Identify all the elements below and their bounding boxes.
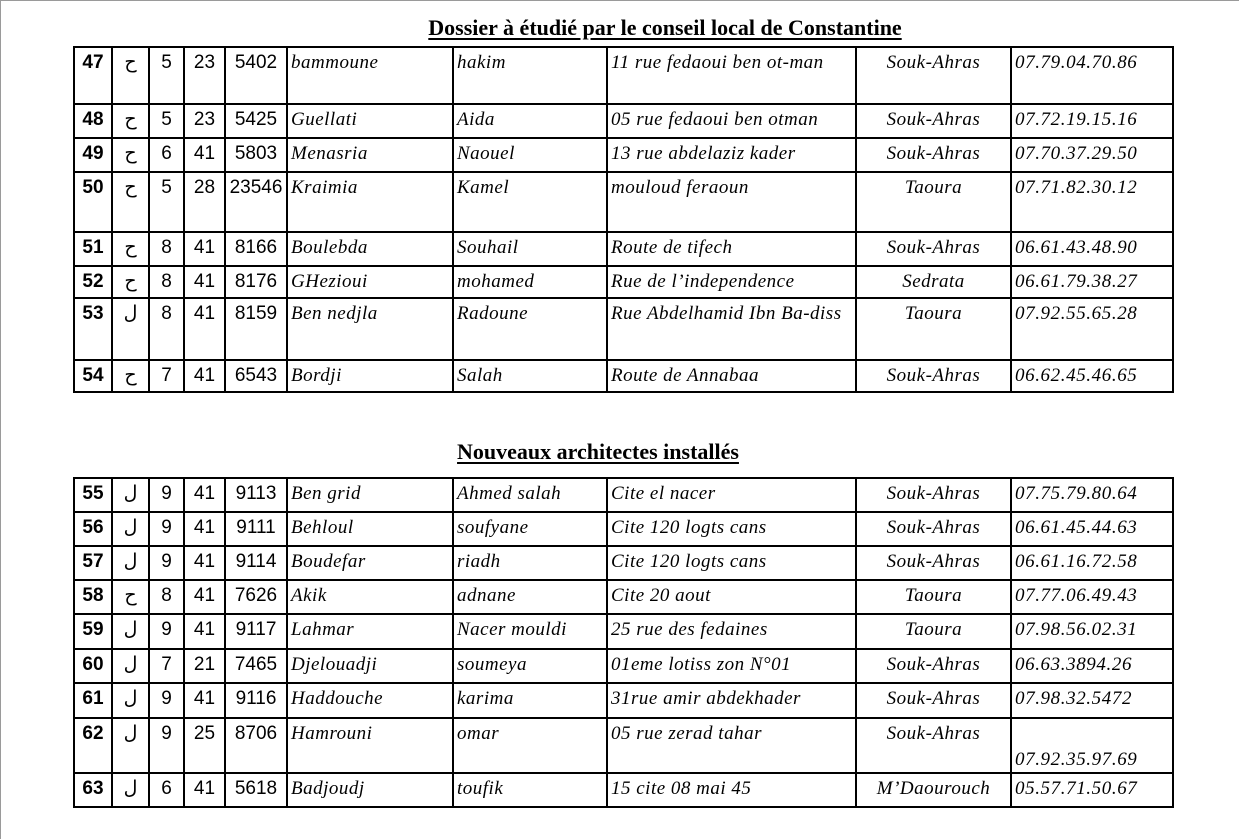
class-value: 7	[149, 360, 184, 392]
registration-number: 7626	[225, 580, 287, 614]
category-letter: ل	[112, 614, 149, 649]
city: M’Daourouch	[856, 773, 1011, 807]
last-name: Akik	[287, 580, 453, 614]
last-name: Guellati	[287, 104, 453, 138]
registration-number: 23546	[225, 172, 287, 232]
phone-number: 07.98.32.5472	[1011, 683, 1173, 718]
table-row	[74, 718, 1173, 773]
category-letter: ح	[112, 266, 149, 298]
city: Souk-Ahras	[856, 232, 1011, 266]
row-number: 57	[74, 546, 112, 580]
first-name: mohamed	[453, 266, 607, 298]
class-value: 9	[149, 478, 184, 512]
first-name: Ahmed salah	[453, 478, 607, 512]
city: Souk-Ahras	[856, 683, 1011, 718]
phone-number: 07.79.04.70.86	[1011, 47, 1173, 104]
table-row	[74, 266, 1173, 298]
category-letter: ل	[112, 546, 149, 580]
phone-number: 07.70.37.29.50	[1011, 138, 1173, 172]
zone-value: 41	[184, 683, 225, 718]
category-letter: ل	[112, 718, 149, 773]
row-number: 55	[74, 478, 112, 512]
address: 05 rue zerad tahar	[607, 718, 856, 773]
zone-value: 41	[184, 614, 225, 649]
phone-number: 06.61.43.48.90	[1011, 232, 1173, 266]
last-name: Ben nedjla	[287, 298, 453, 360]
class-value: 8	[149, 580, 184, 614]
first-name: Radoune	[453, 298, 607, 360]
category-letter: ح	[112, 172, 149, 232]
table-row	[74, 478, 1173, 512]
class-value: 8	[149, 232, 184, 266]
registration-number: 9114	[225, 546, 287, 580]
zone-value: 41	[184, 546, 225, 580]
registration-number: 5803	[225, 138, 287, 172]
city: Sedrata	[856, 266, 1011, 298]
row-number: 56	[74, 512, 112, 546]
address: 05 rue fedaoui ben otman	[607, 104, 856, 138]
last-name: Bordji	[287, 360, 453, 392]
address: Cite 120 logts cans	[607, 512, 856, 546]
phone-number: 05.57.71.50.67	[1011, 773, 1173, 807]
address: Cite 120 logts cans	[607, 546, 856, 580]
registration-number: 9111	[225, 512, 287, 546]
registration-number: 8159	[225, 298, 287, 360]
phone-number: 07.72.19.15.16	[1011, 104, 1173, 138]
first-name: Nacer mouldi	[453, 614, 607, 649]
zone-value: 41	[184, 478, 225, 512]
last-name: Kraimia	[287, 172, 453, 232]
zone-value: 23	[184, 47, 225, 104]
category-letter: ح	[112, 104, 149, 138]
address: Rue de l’independence	[607, 266, 856, 298]
city: Souk-Ahras	[856, 478, 1011, 512]
table-row	[74, 773, 1173, 807]
table-row	[74, 614, 1173, 649]
zone-value: 41	[184, 232, 225, 266]
registration-number: 8166	[225, 232, 287, 266]
registration-number: 7465	[225, 649, 287, 683]
phone-number: 06.63.3894.26	[1011, 649, 1173, 683]
first-name: Salah	[453, 360, 607, 392]
zone-value: 41	[184, 266, 225, 298]
registration-number: 5425	[225, 104, 287, 138]
zone-value: 21	[184, 649, 225, 683]
last-name: Haddouche	[287, 683, 453, 718]
category-letter: ح	[112, 580, 149, 614]
first-name: riadh	[453, 546, 607, 580]
address: Route de Annabaa	[607, 360, 856, 392]
table-row	[74, 138, 1173, 172]
phone-number: 07.77.06.49.43	[1011, 580, 1173, 614]
address: 31rue amir abdekhader	[607, 683, 856, 718]
first-name: Naouel	[453, 138, 607, 172]
row-number: 47	[74, 47, 112, 104]
row-number: 63	[74, 773, 112, 807]
address: Rue Abdelhamid Ibn Ba-diss	[607, 298, 856, 360]
address: 25 rue des fedaines	[607, 614, 856, 649]
zone-value: 23	[184, 104, 225, 138]
last-name: Behloul	[287, 512, 453, 546]
table-row	[74, 580, 1173, 614]
category-letter: ل	[112, 683, 149, 718]
row-number: 51	[74, 232, 112, 266]
city: Taoura	[856, 580, 1011, 614]
category-letter: ل	[112, 649, 149, 683]
city: Souk-Ahras	[856, 546, 1011, 580]
class-value: 9	[149, 546, 184, 580]
table-row	[74, 649, 1173, 683]
dossier-table	[73, 46, 1174, 393]
registration-number: 8176	[225, 266, 287, 298]
category-letter: ل	[112, 478, 149, 512]
category-letter: ح	[112, 360, 149, 392]
first-name: omar	[453, 718, 607, 773]
table-row	[74, 546, 1173, 580]
class-value: 7	[149, 649, 184, 683]
registration-number: 5402	[225, 47, 287, 104]
first-name: hakim	[453, 47, 607, 104]
phone-number: 07.92.55.65.28	[1011, 298, 1173, 360]
class-value: 9	[149, 683, 184, 718]
last-name: GHezioui	[287, 266, 453, 298]
first-name: adnane	[453, 580, 607, 614]
zone-value: 41	[184, 298, 225, 360]
class-value: 5	[149, 172, 184, 232]
class-value: 8	[149, 266, 184, 298]
city: Souk-Ahras	[856, 138, 1011, 172]
class-value: 9	[149, 614, 184, 649]
row-number: 53	[74, 298, 112, 360]
registration-number: 9117	[225, 614, 287, 649]
category-letter: ل	[112, 773, 149, 807]
address: Route de tifech	[607, 232, 856, 266]
address: Cite 20 aout	[607, 580, 856, 614]
class-value: 9	[149, 512, 184, 546]
last-name: bammoune	[287, 47, 453, 104]
nouveaux-architectes-table	[73, 477, 1174, 808]
zone-value: 28	[184, 172, 225, 232]
table-row	[74, 360, 1173, 392]
table-row	[74, 232, 1173, 266]
first-name: Kamel	[453, 172, 607, 232]
class-value: 9	[149, 718, 184, 773]
last-name: Ben grid	[287, 478, 453, 512]
first-name: soumeya	[453, 649, 607, 683]
last-name: Menasria	[287, 138, 453, 172]
first-name: toufik	[453, 773, 607, 807]
zone-value: 41	[184, 138, 225, 172]
city: Souk-Ahras	[856, 360, 1011, 392]
last-name: Hamrouni	[287, 718, 453, 773]
first-name: Souhail	[453, 232, 607, 266]
zone-value: 25	[184, 718, 225, 773]
category-letter: ل	[112, 298, 149, 360]
phone-number: 07.75.79.80.64	[1011, 478, 1173, 512]
first-name: Aida	[453, 104, 607, 138]
phone-number: 07.92.35.97.69	[1011, 718, 1173, 773]
section-title-conseil-local: Dossier à étudié par le conseil local de Constantine	[428, 15, 902, 40]
table-row	[74, 512, 1173, 546]
row-number: 58	[74, 580, 112, 614]
phone-number: 07.98.56.02.31	[1011, 614, 1173, 649]
city: Souk-Ahras	[856, 104, 1011, 138]
last-name: Boudefar	[287, 546, 453, 580]
address: 01eme lotiss zon N°01	[607, 649, 856, 683]
registration-number: 6543	[225, 360, 287, 392]
last-name: Badjoudj	[287, 773, 453, 807]
table-row	[74, 47, 1173, 104]
city: Taoura	[856, 172, 1011, 232]
row-number: 48	[74, 104, 112, 138]
registration-number: 8706	[225, 718, 287, 773]
table-row	[74, 298, 1173, 360]
row-number: 60	[74, 649, 112, 683]
phone-number: 06.61.45.44.63	[1011, 512, 1173, 546]
row-number: 59	[74, 614, 112, 649]
class-value: 6	[149, 138, 184, 172]
phone-number: 07.71.82.30.12	[1011, 172, 1173, 232]
category-letter: ح	[112, 47, 149, 104]
registration-number: 9116	[225, 683, 287, 718]
address: Cite el nacer	[607, 478, 856, 512]
phone-number: 06.62.45.46.65	[1011, 360, 1173, 392]
category-letter: ل	[112, 512, 149, 546]
table-row	[74, 172, 1173, 232]
address: mouloud feraoun	[607, 172, 856, 232]
table-row	[74, 104, 1173, 138]
city: Souk-Ahras	[856, 718, 1011, 773]
city: Souk-Ahras	[856, 512, 1011, 546]
last-name: Boulebda	[287, 232, 453, 266]
row-number: 61	[74, 683, 112, 718]
city: Souk-Ahras	[856, 649, 1011, 683]
row-number: 54	[74, 360, 112, 392]
registration-number: 9113	[225, 478, 287, 512]
section-title-nouveaux-architectes: Nouveaux architectes installés	[457, 439, 739, 464]
row-number: 62	[74, 718, 112, 773]
city: Taoura	[856, 614, 1011, 649]
first-name: karima	[453, 683, 607, 718]
class-value: 8	[149, 298, 184, 360]
row-number: 49	[74, 138, 112, 172]
category-letter: ح	[112, 232, 149, 266]
address: 13 rue abdelaziz kader	[607, 138, 856, 172]
city: Taoura	[856, 298, 1011, 360]
zone-value: 41	[184, 512, 225, 546]
class-value: 5	[149, 47, 184, 104]
category-letter: ح	[112, 138, 149, 172]
class-value: 5	[149, 104, 184, 138]
row-number: 52	[74, 266, 112, 298]
address: 15 cite 08 mai 45	[607, 773, 856, 807]
first-name: soufyane	[453, 512, 607, 546]
address: 11 rue fedaoui ben ot-man	[607, 47, 856, 104]
zone-value: 41	[184, 360, 225, 392]
last-name: Lahmar	[287, 614, 453, 649]
row-number: 50	[74, 172, 112, 232]
phone-number: 06.61.16.72.58	[1011, 546, 1173, 580]
registration-number: 5618	[225, 773, 287, 807]
class-value: 6	[149, 773, 184, 807]
city: Souk-Ahras	[856, 47, 1011, 104]
phone-number: 06.61.79.38.27	[1011, 266, 1173, 298]
zone-value: 41	[184, 580, 225, 614]
table-row	[74, 683, 1173, 718]
zone-value: 41	[184, 773, 225, 807]
last-name: Djelouadji	[287, 649, 453, 683]
